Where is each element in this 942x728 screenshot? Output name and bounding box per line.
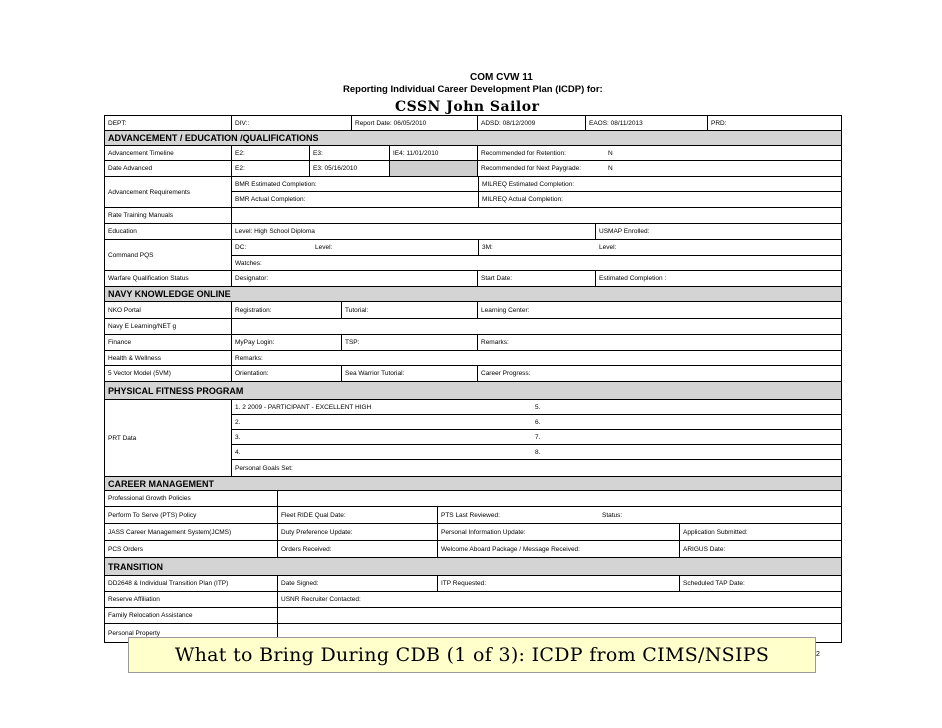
date-signed-field: Date Signed: [277,576,437,591]
section-transition [105,558,841,576]
arigus-date-field: ARIGUS Date: [679,541,841,557]
nko-heading: NAVY KNOWLEDGE ONLINE [108,289,231,299]
icdp-form [104,115,842,643]
pts-row [105,507,841,524]
education-label: Education [108,228,137,235]
next-paygrade-field: Recommended for Next Paygrade: [477,161,605,176]
usmap-field: USMAP Enrolled: [595,224,841,239]
warfare-row [105,271,841,287]
nko-portal-label: NKO Portal [108,306,141,314]
elearning-value [231,319,841,334]
start-date-field: Start Date: [477,271,595,286]
timeline-e2: E2: [231,146,309,160]
retention-field: Recommended for Retention: [477,146,601,160]
svm-row [105,366,841,382]
designator-field: Designator: [231,271,477,286]
pts-last-reviewed-field: PTS Last Reviewed: [437,507,599,523]
requirements-label: Advancement Requirements [108,188,191,196]
milreq-actual: MILREQ Actual Completion: [478,192,842,207]
date-advanced-label: Date Advanced [108,165,153,172]
section-fitness [105,382,841,400]
advanced-e2: E2: [231,161,309,176]
jcms-label: JASS Career Management System(JCMS) [108,528,232,536]
growth-policies-label: Professional Growth Policies [108,495,191,502]
family-relocation-row [105,608,841,624]
report-title: Reporting Individual Career Development Plan (ICDP) for: [343,84,603,95]
personal-property-label: Personal Property [108,629,161,637]
bmr-actual: BMR Actual Completion: [235,196,306,203]
prd-field: PRD: [707,116,841,130]
prt-entry-2: 2. [232,415,532,430]
div-field: DIV:: [231,116,351,130]
growth-policies-row [105,491,841,507]
slide-caption: What to Bring During CDB (1 of 3): ICDP from CIMS/NSIPS [128,637,816,673]
dc-field: DC: [232,240,312,256]
timeline-e4: IE4: 11/01/2010 [389,146,477,160]
prt-entry-7: 7. [532,430,842,445]
tap-date-field: Scheduled TAP Date: [679,576,841,591]
finance-label: Finance [108,339,132,346]
retention-value: N [608,149,613,157]
fleet-ride-field: Fleet RIDE Qual Date: [277,507,437,523]
top-info-row [105,116,841,131]
itp-requested-field: ITP Requested: [437,576,679,591]
pcs-orders-label: PCS Orders [108,545,144,553]
advancement-timeline-row [105,146,841,161]
estimated-completion-field: Estimated Completion : [595,271,841,286]
finance-remarks-field: Remarks: [477,335,841,350]
section-career [105,477,841,491]
prt-entry-6: 6. [532,415,842,430]
pts-status-field: Status: [602,511,623,519]
prt-entry-4: 4. [232,445,532,460]
nko-portal-row [105,302,841,319]
transition-heading: TRANSITION [108,561,163,572]
itp-row [105,576,841,592]
prt-entry-3: 3. [232,430,532,445]
itp-label: DD2648 & Individual Transition Plan (ITP) [108,580,229,587]
education-level: Level: High School Diploma [231,224,595,239]
career-heading: CAREER MANAGEMENT [108,478,215,489]
pts-label: Perform To Serve (PTS) Policy [108,511,197,519]
jcms-row [105,524,841,541]
warfare-label: Warfare Qualification Status [108,275,189,282]
dc-level: Level: [312,240,478,256]
learning-center-field: Learning Center: [477,302,841,318]
prt-entry-1: 1. 2 2009 - PARTICIPANT - EXCELLENT HIGH [232,400,532,415]
advanced-e3: E3: 05/16/2010 [309,161,389,176]
command-pqs-label: Command PQS [108,251,154,259]
orientation-field: Orientation: [231,366,341,381]
advancement-heading: ADVANCEMENT / EDUCATION /QUALIFICATIONS [108,133,319,143]
health-row [105,351,841,366]
date-advanced-row [105,161,841,177]
timeline-e3: E3: [309,146,389,160]
prt-entry-8: 8. [532,445,842,460]
bmr-estimated: BMR Estimated Completion: [232,177,478,192]
sailor-name: CSSN John Sailor [395,99,540,115]
family-relocation-value [277,608,841,623]
elearning-label: Navy E Learning/NET g [108,323,177,330]
next-paygrade-value: N [608,165,613,172]
personal-info-field: Personal Information Update: [437,524,679,540]
reserve-label: Reserve Affiliation [108,596,160,603]
health-label: Health & Wellness [108,354,161,362]
reserve-row [105,592,841,608]
prt-entry-5: 5. [532,400,842,415]
command-pqs-row [105,240,841,271]
tsp-field: TSP: [341,335,477,350]
duty-preference-field: Duty Preference Update: [277,524,437,540]
section-advancement [105,131,841,146]
mypay-field: MyPay Login: [231,335,341,350]
fitness-heading: PHYSICAL FITNESS PROGRAM [108,385,244,396]
health-remarks-field: Remarks: [231,351,841,365]
pcs-orders-row [105,541,841,558]
tutorial-field: Tutorial: [341,302,477,318]
rate-training-label: Rate Training Manuals [108,212,174,219]
prt-data-row [105,400,841,477]
usnr-recruiter-field: USNR Recruiter Contacted: [277,592,841,607]
finance-row [105,335,841,351]
three-m-level: Level: [596,240,842,256]
education-row [105,224,841,240]
dept-field: DEPT: [108,119,127,127]
watches-field: Watches: [235,260,262,267]
milreq-estimated: MILREQ Estimated Completion: [478,177,842,192]
growth-policies-value [277,491,841,506]
report-date-field: Report Date: 06/05/2010 [351,116,477,130]
page-number: 2 [816,651,820,658]
registration-field: Registration: [231,302,341,318]
personal-goals-field: Personal Goals Set: [235,465,293,472]
section-nko [105,287,841,302]
career-progress-field: Career Progress: [477,366,841,381]
unit-title: COM CVW 11 [470,72,533,83]
rate-training-value [231,208,841,223]
welcome-aboard-field: Welcome Aboard Package / Message Received: [437,541,679,557]
orders-received-field: Orders Received: [277,541,437,557]
shaded-cell [389,161,477,176]
family-relocation-label: Family Relocation Assistance [108,612,193,619]
prt-data-label: PRT Data [108,434,137,442]
three-m-field: 3M: [478,240,596,256]
application-submitted-field: Application Submitted: [679,524,841,540]
advancement-requirements-row [105,177,841,208]
advancement-timeline-label: Advancement Timeline [108,149,174,157]
svm-label: 5 Vector Model (5VM) [108,370,171,377]
elearning-row [105,319,841,335]
sea-warrior-field: Sea Warrior Tutorial: [341,366,477,381]
rate-training-row [105,208,841,224]
eaos-field: EAOS: 08/11/2013 [585,116,707,130]
adsd-field: ADSD: 08/12/2009 [477,116,585,130]
